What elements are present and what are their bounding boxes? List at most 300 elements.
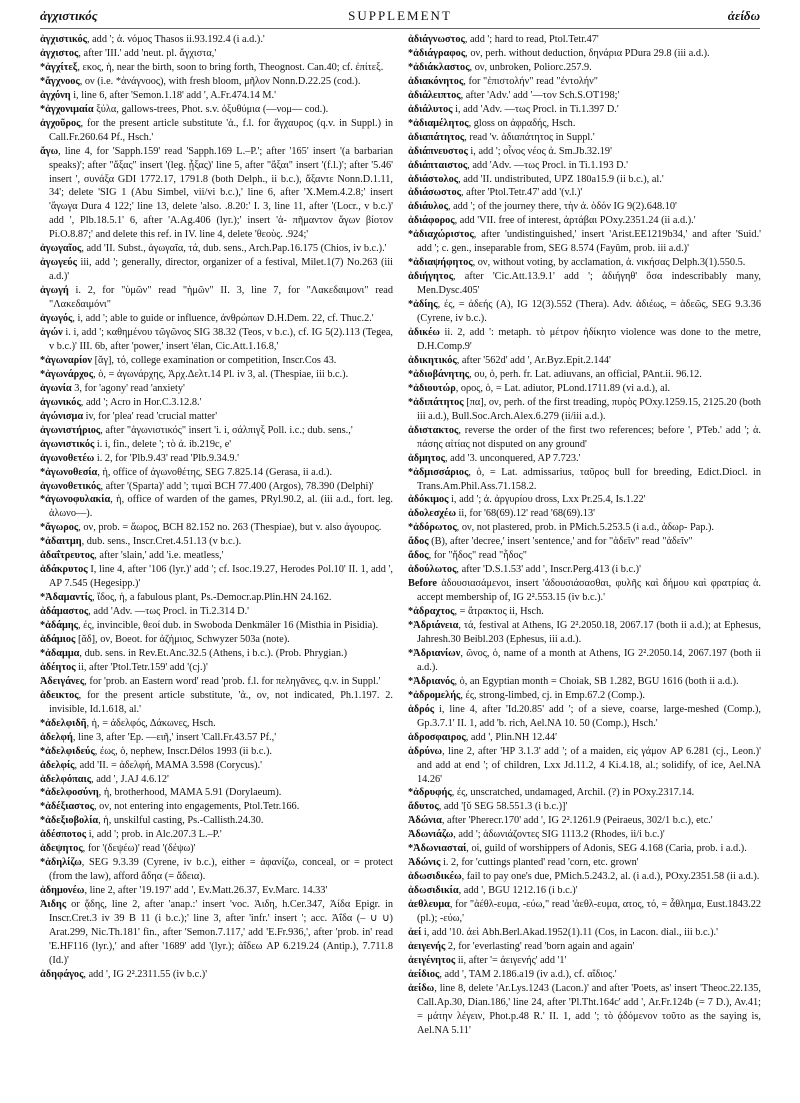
dictionary-entry	[408, 61, 761, 75]
dictionary-entry	[40, 759, 393, 773]
dictionary-entry	[408, 75, 761, 89]
dictionary-entry	[408, 186, 761, 200]
entry-headword: ἀδιαπάτητος	[408, 131, 465, 143]
dictionary-entry	[408, 842, 761, 856]
dictionary-entry	[408, 89, 761, 103]
dictionary-entry	[40, 647, 393, 661]
entry-text: , add 'II. Subst., ἀγωγαῖα, τά, dub. sens., Arch.Pap.16.175 (Chios, iv b.c.).'	[81, 243, 387, 255]
entry-headword: *ἀδιαψήφητος	[408, 257, 473, 269]
dictionary-entry	[408, 507, 761, 521]
dictionary-entry	[40, 75, 393, 89]
entry-text: i. 2, for 'cuttings planted' read 'corn, etc. grown'	[440, 857, 639, 869]
dictionary-entry	[408, 424, 761, 452]
entry-headword: Ἀδειγάνες	[40, 675, 85, 687]
dictionary-entry	[40, 452, 393, 466]
entry-text: , ές, strong-limbed, cj. in Emp.67.2 (Comp.).	[460, 689, 645, 701]
entry-headword: ἀδελφή	[40, 731, 73, 743]
entry-text: 2, for 'everlasting' read 'born again and again'	[445, 940, 635, 952]
entry-headword: *Ἀδριάνεια	[408, 620, 459, 632]
dictionary-entry	[40, 856, 393, 884]
dictionary-entry	[408, 103, 761, 117]
entry-headword: ἀγωνοθετέω	[40, 452, 95, 464]
dictionary-entry	[40, 368, 393, 382]
entry-text: , οἱ, guild of worshippers of Adonis, SEG 4.168 (Caria, prob. i a.d.).	[466, 843, 747, 855]
dictionary-entry	[40, 466, 393, 480]
dictionary-entry	[408, 396, 761, 424]
entry-headword: *ἀδίης	[408, 299, 438, 311]
entry-headword: ἀδέητος	[40, 661, 76, 673]
entry-text: , ἡ, brotherhood, MAMA 5.91 (Dorylaeum).	[98, 787, 282, 799]
entry-headword: ἀδιάγνωστος	[408, 34, 465, 45]
entry-text: , ον, not entering into engagements, Ptol.Tetr.166.	[94, 801, 300, 813]
dictionary-entry	[40, 33, 393, 47]
entry-text: i, add 'Adv. —τως Procl. in Ti.1.397 D.'	[452, 103, 619, 115]
entry-text: , ές, invincible, θεοί dub. in Swoboda Denkmäler 16 (Misthia in Pisidia).	[78, 620, 379, 632]
entry-text: i, add '; ἀ. ἀργυρίου dross, Lxx Pr.25.4, Is.1.22'	[448, 494, 646, 506]
entry-headword: ἀδόκιμος	[408, 494, 449, 506]
entry-headword: *ἀδεξιοβολία	[40, 815, 99, 827]
dictionary-entry	[408, 493, 761, 507]
dictionary-entry	[408, 731, 761, 745]
entry-text: i. i, fin., delete '; τὸ ἀ. ib.219c, e'	[94, 438, 232, 450]
dictionary-entry	[408, 884, 761, 898]
entry-text: , fail to pay one's due, PMich.5.243.2, al. (i a.d.), POxy.2351.58 (ii a.d.).	[461, 871, 760, 883]
dictionary-entry	[40, 619, 393, 633]
dictionary-entry	[40, 633, 393, 647]
dictionary-entry	[40, 800, 393, 814]
dictionary-entry	[408, 200, 761, 214]
entry-text: , after 'Pherecr.170' add ', IG 2².1261.9 (Peiraeus, 302/1 b.c.), etc.'	[441, 815, 713, 827]
entry-text: , ἴδος, ἡ, a fabulous plant, Ps.-Democr.ap.Plin.HN 24.162.	[92, 592, 332, 604]
entry-text: , ές, unscratched, undamaged, Archil. (?) in POxy.2317.14.	[451, 787, 695, 799]
entry-text: , line 2, after '19.197' add ', Ev.Matt.26.37, Ev.Marc. 14.33'	[84, 885, 328, 897]
entry-text: , gloss on ἀφραδής, Hsch.	[468, 117, 576, 129]
entry-headword: *ἀγχίτεξ	[40, 61, 78, 73]
entry-text: , read 'v. ἀδιαπάτητος in Suppl.'	[464, 131, 595, 143]
entry-headword: *ἀγχονιμαία	[40, 103, 94, 115]
entry-headword: ἀγών	[40, 327, 63, 339]
dictionary-entry	[408, 800, 761, 814]
dictionary-entry	[40, 89, 393, 103]
entry-headword: ἀδολεσχέω	[408, 508, 456, 520]
dictionary-entry	[408, 117, 761, 131]
dictionary-entry	[408, 689, 761, 703]
entry-text: , reverse the order of the first two references; before ', PTeb.' add '; ἀ. πάσης αἰτίας not disputed on any ground'	[417, 424, 761, 450]
dictionary-entry	[408, 954, 761, 968]
entry-text: , εκος, ἡ, near the birth, soon to bring forth, Theognost. Can.40; cf. ἐπίτεξ.	[77, 61, 384, 73]
entry-text: , dub. sens., Inscr.Cret.4.51.13 (v b.c.).	[81, 536, 242, 548]
entry-headword: ἀδιάφορος	[408, 215, 455, 227]
entry-headword: ἀδιάπνευστος	[408, 145, 468, 157]
entry-text: , ον, unbroken, Poliorc.257.9.	[469, 61, 592, 73]
entry-text: , after 'undistinguished,' insert 'Arist.EE1219b34,' and after 'Suid.' add '; c. gen., inseparable from, SEG 8.574 (Fayûm, prob. iii a.d.)'	[417, 229, 761, 255]
entry-headword: *ἀγωνοφυλακία	[40, 494, 111, 506]
entry-text: , line 4, for 'Sapph.159' read 'Sapph.169 L.–P.'; after '165' insert '(a barbarian speaks)'; after "ἄξας" insert '(leg. ᾖξας)' line 5, after "ἄξαι" insert '(f.l.)'; after '5.46' insert ', συνάξα GDI 1772.17, 1791.8 (both Delph., ii b.c.), ἄξαντε Nonn.D.1.11, 34'; delete 'SIG 1 (Abu Simbel, vii/vi b.c.),' line 6, after 'X.Mem.4.2.8;' insert 'ἄγωγα Dura 4 122;' line 13, delete 'also. .8.20:' I. 3, line 11, after '(Locr., v b.c.)' add ', Plb.18.5.1' 6, after 'A.Ag.406 (lyr.);' insert 'ἀ- πῆμαντον ἄγων βίοτον Pi.O.8.87;' and delete this ref. in IV. line 4, delete 'θεοὺς. .924;'	[49, 145, 393, 241]
entry-text: , after 'Adv.' add '—τον Sch.S.OT198;'	[460, 89, 620, 101]
entry-text: , after '562d' add ', Ar.Byz.Epit.2.144'	[456, 354, 611, 366]
dictionary-entry	[40, 689, 393, 717]
dictionary-entry	[40, 424, 393, 438]
left-column	[40, 33, 393, 1095]
entry-text: , add ', IG 2².2311.55 (iv b.c.)'	[83, 968, 208, 980]
dictionary-entry	[408, 214, 761, 228]
dictionary-entry	[408, 326, 761, 354]
entry-headword: ἀγωγός	[40, 313, 73, 325]
entry-headword: ἀγχόνη	[40, 89, 71, 101]
entry-text: , ὁ, = Lat. admissarius, ταῦρος bull for breeding, Edict.Diocl. in Trans.Am.Phil.Ass.71.158.2.	[417, 466, 761, 492]
dictionary-entry	[40, 661, 393, 675]
entry-headword: ἀγωνιστικός	[40, 438, 95, 450]
entry-headword: Ἀδώνις	[408, 857, 441, 869]
entry-headword: ἀδαΐτρευτος	[40, 550, 95, 562]
entry-text: , έως, ὁ, nephew, Inscr.Délos 1993 (ii b.c.).	[94, 745, 272, 757]
dictionary-entry	[408, 131, 761, 145]
dictionary-entry	[408, 926, 761, 940]
entry-headword: ἀδιάλυτος	[408, 103, 453, 115]
entry-headword: ἀδάκρυτος	[40, 564, 88, 576]
entry-headword: ἀειγένητος	[408, 954, 456, 966]
entry-text: , line 3, after 'Ep. —ειῆ,' insert 'Call.Fr.43.57 Pf.,'	[72, 731, 277, 743]
entry-headword: *ἀδιοβάνητης	[408, 368, 470, 380]
dictionary-entry	[408, 382, 761, 396]
dictionary-entry	[40, 717, 393, 731]
entry-text: 3, for 'agony' read 'anxiety'	[71, 382, 185, 394]
dictionary-entry	[40, 410, 393, 424]
entry-text: , ἡ, unskilful casting, Ps.-Callisth.24.30.	[98, 815, 264, 827]
entry-headword: *ἀδελφιδῆ	[40, 717, 87, 729]
entry-text: , ον, without voting, by acclamation, ἀ. νικήσας Delph.3(1).550.5.	[472, 257, 746, 269]
entry-headword: *ἀδόρωτος	[408, 522, 457, 534]
dictionary-entry	[408, 145, 761, 159]
entry-text: i, add '10. ἀεὶ Abh.Berl.Akad.1952(1).11 (Cos, in Lacon. dial., iii b.c.).'	[421, 927, 718, 938]
dictionary-entry	[40, 898, 393, 968]
dictionary-entry	[408, 940, 761, 954]
entry-headword: Ἀδωνιάζω	[408, 829, 454, 841]
entry-headword: ἀδιάλειπτος	[408, 89, 461, 101]
entry-headword: ἀγωνία	[40, 382, 72, 394]
entry-text: , after '(Sparta)' add '; τιμαὶ BCH 77.400 (Argos), 78.390 (Delphi)'	[100, 480, 374, 492]
dictionary-entry	[40, 828, 393, 842]
entry-headword: ἀδιακόνητος	[408, 75, 464, 87]
dictionary-entry	[40, 814, 393, 828]
entry-headword: *ἀδελφιδεύς	[40, 745, 95, 757]
entry-headword: ἀεί	[408, 927, 422, 938]
entry-headword: ἁδρύνω	[408, 745, 443, 757]
dictionary-entry	[408, 173, 761, 187]
entry-text: i. 2, for 'Plb.9.43' read 'Plb.9.34.9.'	[94, 452, 240, 464]
entry-headword: ἀδέσποτος	[40, 829, 87, 841]
entry-headword: ἀδελφόπαις	[40, 773, 92, 785]
entry-text: , SEG 9.3.39 (Cyrene, iv b.c.), either = ἀφανίζω, conceal, or = protect (from the law), afford ἄδηα (= ἄδεια).	[49, 857, 393, 883]
dictionary-entry	[40, 256, 393, 284]
entry-text: , for the present article substitute, 'ἀ., ον, not indicated, Ph.1.197. 2. invisible, Id.1.618, al.'	[49, 689, 393, 715]
entry-headword: *ἀδιαμέλητος	[408, 117, 469, 129]
entry-headword: ἀδιήγητος	[408, 271, 454, 283]
entry-text: , add '; of the journey there, τὴν ἀ. ὁδόν IG 9(2).648.10'	[447, 201, 677, 213]
entry-headword: *Ἀδριανός	[408, 675, 455, 687]
dictionary-entry	[408, 968, 761, 982]
entry-text: , = ἄτρακτος ii, Hsch.	[454, 606, 544, 618]
dictionary-entry	[40, 563, 393, 591]
entry-text: , ἡ, office of warden of the games, PRyl.90.2, al. (iii a.d., fort. leg. ἀλωνο—).	[49, 494, 393, 520]
entry-headword: ἀδμητος	[408, 452, 446, 464]
entry-headword: ἀδικητικός	[408, 354, 457, 366]
entry-text: [ᾰγ], τό, college examination or competition, Inscr.Cos 43.	[92, 354, 337, 366]
entry-text: , add 'Adv. —τως Procl. in Ti.1.193 D.'	[467, 159, 628, 171]
running-head-center: SUPPLEMENT	[348, 8, 452, 23]
dictionary-entry	[40, 438, 393, 452]
dictionary-entry	[408, 298, 761, 326]
entry-headword: ἀεθλευμα	[408, 899, 450, 911]
entry-headword: ἀδημονέω	[40, 885, 85, 897]
dictionary-entry	[408, 605, 761, 619]
dictionary-entry	[40, 605, 393, 619]
entry-headword: Before	[408, 578, 437, 590]
entry-text: , for 'prob. an Eastern word' read 'prob. f.l. for πεληγᾶνες, q.v. in Suppl.'	[84, 675, 381, 687]
entry-headword: *ἀδραχτος	[408, 606, 455, 618]
dictionary-entry	[408, 828, 761, 842]
entry-text: , ἡ, = ἀδελφός, Δάκωνες, Hsch.	[86, 717, 216, 729]
entry-text: , ον, not plastered, prob. in PMich.5.253.5 (i a.d., ἀδωρ- Pap.).	[456, 522, 714, 534]
dictionary-entry	[408, 786, 761, 800]
dictionary-entry	[408, 270, 761, 298]
entry-text: , ον, perh. without deduction, δηνάρια PDura 29.8 (iii a.d.).	[465, 47, 710, 59]
entry-headword: ἀγωγή	[40, 285, 69, 297]
entry-headword: *ἀδηλίζω	[40, 857, 82, 869]
entry-text: [πα], ον, perh. of the first treading, πυρὸς POxy.1259.15, 2125.20 (both iii a.d.), Bull.Soc.Arch.Alex.6.279 (ii/iii a.d.).	[417, 396, 761, 422]
entry-text: , ου, ὁ, perh. fr. Lat. adiuvans, an official, PAnt.ii. 96.12.	[469, 368, 702, 380]
entry-headword: *Ἀδωνιασταί	[408, 843, 467, 855]
dictionary-entry	[408, 647, 761, 675]
entry-text: ii, after 'Ptol.Tetr.159' add '(cj.)'	[75, 661, 208, 673]
dictionary-entry	[40, 745, 393, 759]
entry-text: , add 'Adv. —τως Procl. in Ti.2.314 D.'	[88, 606, 250, 618]
entry-headword: ἄδος	[408, 536, 429, 548]
dictionary-entry	[408, 368, 761, 382]
entry-text: , ὁ, an Egyptian month = Choiak, SB 1.282, BGU 1616 (both ii a.d.).	[454, 675, 739, 687]
entry-text: , add ', BGU 1212.16 (i b.c.)'	[458, 885, 578, 897]
entry-headword: ἀγχιστικός	[40, 34, 87, 45]
entry-headword: *ἀδελφοσύνη	[40, 787, 99, 799]
dictionary-entry	[408, 619, 761, 647]
dictionary-entry	[40, 382, 393, 396]
entry-headword: ἀδιάυλος	[408, 201, 448, 213]
dictionary-entry	[40, 354, 393, 368]
right-column	[408, 33, 761, 1095]
entry-headword: Ἀδώνια	[408, 815, 442, 827]
dictionary-entry	[408, 549, 761, 563]
running-head-left: ἀγχιστικός	[40, 8, 98, 23]
entry-text: , τά, festival at Athens, IG 2².2050.18, 2067.17 (both ii a.d.); at Ephesus, Jahresh.30 Beibl.203 (Ephesus, iii a.d.).	[417, 620, 761, 645]
dictionary-entry	[40, 786, 393, 800]
dictionary-entry	[408, 577, 761, 605]
dictionary-entry	[408, 33, 761, 47]
entry-headword: *ἀγωναρίον	[40, 354, 93, 366]
entry-text: , after 'Cic.Att.13.9.1' add '; ἀδιήγηθ' ὅσα indescribably many, Men.Dysc.405'	[417, 271, 761, 297]
entry-text: (B), after 'decree,' insert 'sentence,' and for "ἀδεῖν" read "ἀδεῖν"	[428, 536, 693, 548]
entry-text: , after 'III.' add 'neut. pl. ἄγχιστα,'	[78, 47, 217, 59]
entry-headword: ἀδούλωτος	[408, 564, 457, 576]
dictionary-entry	[40, 117, 393, 145]
entry-text: ii, after '= ἀειγενής' add '1'	[455, 954, 567, 966]
dictionary-entry	[40, 884, 393, 898]
entry-headword: ἀδάμαστος	[40, 606, 89, 618]
entry-text: , add '; hard to read, Ptol.Tetr.47'	[464, 34, 599, 45]
entry-text: , ῶνος, ὁ, name of a month at Athens, IG 2².2050.14, 2067.197 (both ii a.d.).	[417, 647, 761, 673]
dictionary-entry	[408, 856, 761, 870]
dictionary-entry	[408, 982, 761, 1038]
entry-headword: *ἀδιπάτητος	[408, 396, 464, 408]
entry-headword: ἀγχιστος	[40, 47, 79, 59]
entry-headword: *ἀδαμμα	[40, 647, 80, 659]
entry-text: ἀδουσιασάμενοι, insert 'ἀδουσιάσασθαι, φυλῆς καὶ δήμου καὶ φρατρίας ἀ. accept membership of, IG 2².553.15 (iv b.c.).'	[417, 578, 761, 604]
entry-headword: ἄδος	[408, 550, 429, 562]
entry-headword: *ἀδιάκλαστος	[408, 61, 470, 73]
entry-headword: ἀδεψητος	[40, 843, 83, 855]
entry-text: , add ', Plin.NH 12.44'	[465, 731, 557, 743]
entry-text: or ᾅδης, line 2, after 'anap.:' insert 'voc. Ἀιδη, h.Cer.347, Ἀίδα Epigr. in Inscr.Cret.3 iv 39 B 11 (i b.c.);' line 3, after 'infr.' insert '; acc. Ἀΐδα (– ∪ ∪) Arat.299, Nic.Th.181' fin., after 'Semon.7.117,' add 'E.Fr.936,', after 'prob. in' read 'E.HF116 (lyr.),' and after '1689' add '(lyr.); ἀΐδεω AP 6.219.24 (Antip.), 7.711.8 (Id.)'	[49, 899, 393, 966]
dictionary-entry	[408, 47, 761, 61]
dictionary-entry	[40, 47, 393, 61]
entry-text: i, add '; οἶνος νέος ἀ. Sm.Jb.32.19'	[467, 145, 612, 157]
entry-headword: *ἀδρομελής	[408, 689, 461, 701]
entry-headword: ἀδιάστολος	[408, 173, 459, 185]
entry-text: i. i, add '; καθημένου τῶγῶνος SIG 38.32 (Teos, v b.c.), cf. IG 5(2).113 (Tegea, v b.c.)' III. 6b, after 'power,' insert 'élan, Cic.Att.1.16.8,'	[49, 327, 393, 352]
dictionary-entry	[408, 354, 761, 368]
dictionary-entry	[408, 228, 761, 256]
dictionary-entry	[40, 773, 393, 787]
entry-text: , add 'VII. free of interest, ἀρτάβαι POxy.2351.24 (ii a.d.).'	[454, 215, 696, 227]
entry-text: , ον, prob. = ἄωρος, BCH 82.152 no. 263 (Thespiae), but v. also ἀγουρος.	[78, 522, 382, 534]
entry-headword: ἀγωνοθετικός	[40, 480, 101, 492]
entry-headword: ἀδηφάγος	[40, 968, 84, 980]
dictionary-entry	[408, 870, 761, 884]
dictionary-entry	[408, 703, 761, 731]
entry-text: , add '; Acro in Hor.C.3.12.8.'	[80, 396, 202, 408]
entry-text: , add '3. unconquered, AP 7.723.'	[445, 452, 581, 464]
dictionary-entry	[40, 675, 393, 689]
dictionary-entry	[40, 145, 393, 243]
entry-headword: *ἀγωνοθεσία	[40, 466, 98, 478]
entry-headword: *ἀδιαχώριστος	[408, 229, 474, 241]
entry-headword: ἀδεικτος	[40, 689, 79, 701]
dictionary-entry	[40, 284, 393, 312]
entry-headword: ἀγχοῦρος	[40, 117, 81, 129]
entry-text: , for "ἀέθλ-ευμα, -εύω," read 'ἀεθλ-ευμα, ατος, τό, = ἆθλημα, Eust.1843.22 (pl.); -εύω,'	[417, 899, 761, 925]
dictionary-entry	[40, 493, 393, 521]
dictionary-entry	[40, 731, 393, 745]
entry-headword: *Ἀδαμαντίς	[40, 592, 93, 604]
entry-headword: ἄδυτος	[408, 801, 439, 813]
entry-headword: ἁδροσφαιρος	[408, 731, 466, 743]
entry-text: , ἡ, office of ἀγωνοθέτης, SEG 7.825.14 (Gerasa, ii a.d.).	[97, 466, 333, 478]
entry-headword: ἀδωσιδικέω	[408, 871, 462, 883]
entry-text: , after "ἀγωνιστικός" insert 'i. i, σάλπιγξ Poll. i.c.; dub. sens.,'	[100, 424, 353, 436]
entry-text: , add 'II. undistributed, UPZ 180a15.9 (ii b.c.), al.'	[458, 173, 664, 185]
entry-text: , ές, = ἀδεής (A), IG 12(3).552 (Thera). Adv. ἀδιέως, = ἀδεῶς, SEG 9.3.36 (Cyrene, iv b.c.).	[417, 299, 761, 325]
entry-headword: *ἀγωνάρχος	[40, 368, 94, 380]
dictionary-entry	[408, 256, 761, 270]
entry-headword: *ἀδιουτώρ	[408, 382, 456, 394]
dictionary-entry	[40, 968, 393, 982]
entry-headword: *ἀδαιτμη	[40, 536, 82, 548]
entry-text: , for "ἥδος" read "ἧδος"	[428, 550, 527, 562]
entry-headword: *Ἀδριανίων	[408, 647, 461, 659]
entry-headword: *ἀδρυφής	[408, 787, 452, 799]
dictionary-entry	[408, 814, 761, 828]
entry-headword: ἀδικέω	[408, 327, 440, 339]
entry-text: , add '; ἀδωνιάζοντες SIG 1113.2 (Rhodes, ii/i b.c.)'	[453, 829, 665, 841]
dictionary-entry	[408, 563, 761, 577]
entry-headword: ἄγω	[40, 145, 59, 157]
entry-headword: ἀγώνισμα	[40, 410, 84, 422]
entry-headword: ἀείδω	[408, 982, 435, 994]
page-header	[40, 6, 760, 29]
entry-headword: Ἀιδης	[40, 899, 67, 911]
entry-headword: ἀειγενής	[408, 940, 446, 952]
entry-headword: ἀδάμιος	[40, 633, 76, 645]
dictionary-entry	[408, 159, 761, 173]
entry-headword: *ἀδέξιαστος	[40, 801, 95, 813]
entry-text: , ον (i.e. *ἀνάγνοος), with fresh bloom, μῆλον Nonn.D.22.25 (cod.).	[79, 75, 361, 87]
entry-headword: ἀδιάπταιστος	[408, 159, 468, 171]
entry-headword: ἀγωγεύς	[40, 257, 77, 269]
entry-text: ii, for '68(69).12' read '68(69).13'	[455, 508, 595, 520]
entry-text: , dub. sens. in Rev.Et.Anc.32.5 (Athens, i b.c.). (Prob. Phrygian.)	[79, 647, 348, 659]
entry-text: , ορος, ὁ, = Lat. adiutor, PLond.1711.89 (vi a.d.), al.	[455, 382, 671, 394]
entry-text: , add '[ῠ SEG 58.551.3 (i b.c.)]'	[438, 801, 568, 813]
entry-text: , i, add '; able to guide or influence, ἀνθρώπων D.H.Dem. 22, cf. Thuc.2.'	[72, 313, 374, 325]
dictionary-entry	[408, 521, 761, 535]
entry-text: i, line 4, after 'Id.20.85' add '; of a sieve, coarse, large-meshed (Comp.), Gp.3.7.1' II. 1, add 'b. rich, Ael.NA 10. 50 (Comp.), Hsch.'	[417, 703, 761, 729]
entry-text: , after 'slain,' add 'i.e. meatless,'	[94, 550, 224, 562]
entry-headword: ἀδελφίς	[40, 759, 75, 771]
dictionary-entry	[40, 396, 393, 410]
entry-headword: ἀείδιος	[408, 968, 440, 980]
entry-text: [ᾰδ], ον, Boeot. for ἀζήμιος, Schwyzer 503a (note).	[75, 633, 290, 645]
dictionary-entry	[408, 452, 761, 466]
entry-headword: ἁδρός	[408, 703, 435, 715]
entry-headword: *ἀδιάγραφος	[408, 47, 466, 59]
entry-headword: ἀγωνιστήριος	[40, 424, 101, 436]
entry-text: , line 8, delete 'Ar.Lys.1243 (Lacon.)' and after 'Poets, as' insert 'Theoc.22.135, Call.Ap.30, Dian.186,' line 24, after 'Pl.Tht.164c' add ', Ar.Fr.124b (= 7 D.), Av.41; = μάτην λέγειν, Phot.p.48 R.' II. 1, add '; τὸ ᾀδόμενον τοῦτο as the saying is, Ael.NA 5.11'	[417, 982, 761, 1036]
dictionary-entry	[40, 103, 393, 117]
entry-text: , for the present article substitute 'ἀ., f.l. for ἄγχαυρος (q.v. in Suppl.) in Call.Fr.260.64 Pf., Hsch.'	[49, 117, 393, 143]
entry-headword: ἀδωσιδικία	[408, 885, 459, 897]
entry-headword: *ἄγχνοος	[40, 75, 80, 87]
entry-text: , add ', J.AJ 4.6.12'	[91, 773, 169, 785]
entry-text: , for '(δεψέω)' read '(δέψω)'	[82, 843, 196, 855]
entry-headword: ἀγωγαῖος	[40, 243, 82, 255]
entry-text: ξύλα, gallows-trees, Phot. s.v. ὀξυθύμια (—νομ— cod.).	[93, 103, 329, 115]
dictionary-entry	[40, 521, 393, 535]
entry-text: , for "ἐπιστολήν" read "ἐντολήν"	[463, 75, 598, 87]
dictionary-entry	[408, 898, 761, 926]
dictionary-entry	[408, 535, 761, 549]
dictionary-entry	[40, 61, 393, 75]
entry-headword: ἀδιστακτος	[408, 424, 459, 436]
entry-text: , after 'Ptol.Tetr.47' add '(v.l.)'	[461, 187, 583, 199]
entry-headword: ἀδιάσωστος	[408, 187, 461, 199]
entry-text: iv, for 'plea' read 'crucial matter'	[83, 410, 218, 422]
entry-headword: *ἀδάμης	[40, 620, 79, 632]
entry-text: , after 'D.S.1.53' add ', Inscr.Perg.413 (i b.c.)'	[456, 564, 641, 576]
entry-text: i. 2, for "ὑμῶν" read "ἡμῶν" II. 3, line 7, for "Λακεδαιμονι" read "Λακεδαιμόνι"	[49, 285, 393, 311]
entry-headword: ἀγωνικός	[40, 396, 81, 408]
entry-text: , ὁ, = ἀγωνάρχης, Ἀρχ.Δελτ.14 Pl. iv 3, al. (Thespiae, iii b.c.).	[93, 368, 349, 380]
entry-headword: *ἀδμισσάριος	[408, 466, 469, 478]
entry-text: iii, add '; generally, director, organizer of a festival, Milet.1(7) No.263 (iii a.d.)'	[49, 257, 393, 283]
